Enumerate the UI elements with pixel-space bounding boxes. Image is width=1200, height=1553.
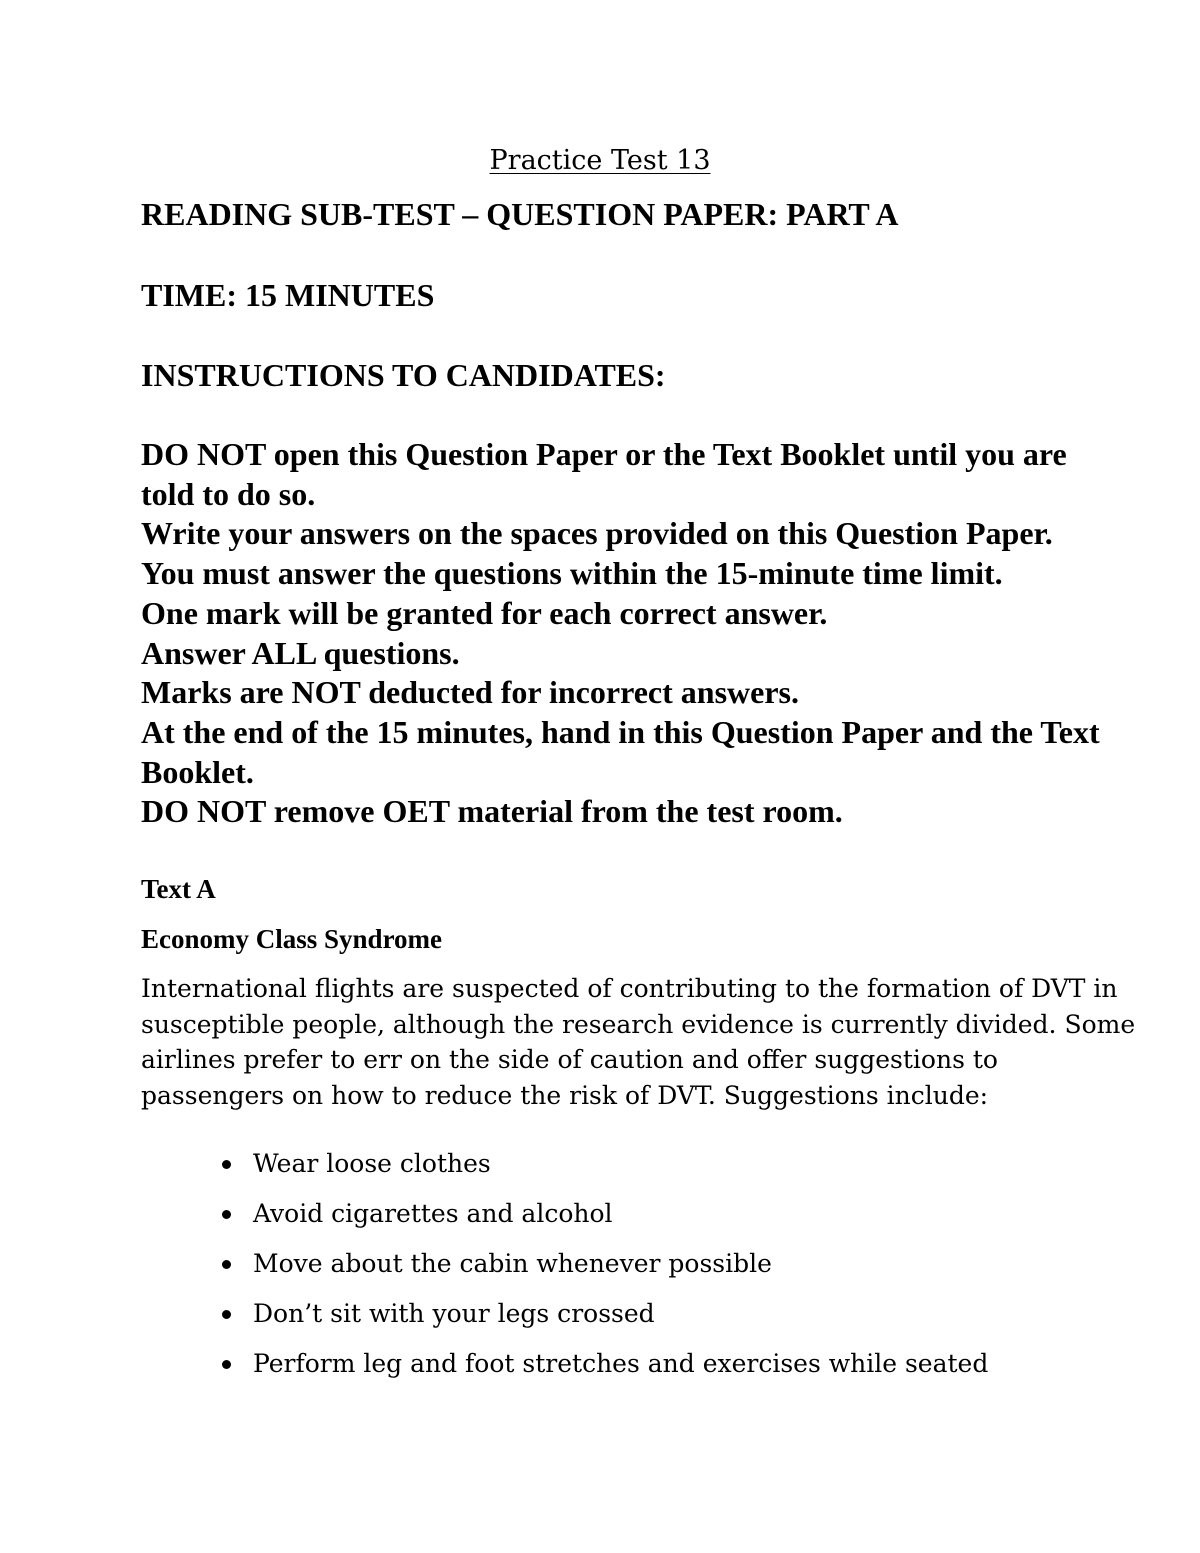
- paragraph-line: passengers on how to reduce the risk of DVT. Suggestions include:: [141, 1080, 989, 1110]
- instruction-item: [141, 554, 1101, 594]
- instruction-text: Marks are NOT deducted for incorrect answers.: [141, 674, 799, 711]
- suggestion-text: Perform leg and foot stretches and exercises while seated: [253, 1349, 989, 1378]
- instruction-text: Write your answers on the spaces provided on this Question Paper.: [141, 515, 1053, 552]
- suggestion-item: [222, 1296, 988, 1332]
- suggestion-text: Avoid cigarettes and alcohol: [253, 1199, 613, 1228]
- bullet-icon: [222, 1160, 231, 1169]
- instruction-item: [141, 594, 1101, 634]
- instruction-item: [141, 634, 1101, 674]
- text-label: Text A: [141, 874, 216, 904]
- suggestion-item: [222, 1196, 988, 1232]
- instruction-text: DO NOT remove OET material from the test room.: [141, 793, 843, 830]
- suggestion-text: Don’t sit with your legs crossed: [253, 1299, 655, 1328]
- test-heading: READING SUB-TEST – QUESTION PAPER: PART A: [141, 196, 899, 232]
- instruction-text: Answer ALL questions.: [141, 634, 460, 671]
- bullet-icon: [222, 1360, 231, 1369]
- section-title: Economy Class Syndrome: [141, 924, 443, 954]
- instruction-text: One mark will be granted for each correct answer.: [141, 594, 828, 631]
- suggestions-list: [222, 1146, 988, 1396]
- instruction-text: DO NOT open this Question Paper or the Text Booklet until you are told to do so.: [141, 436, 1067, 512]
- paragraph-line: susceptible people, although the research evidence is currently divided. Some: [141, 1009, 1136, 1039]
- page-title: Practice Test 13: [489, 145, 711, 176]
- bullet-icon: [222, 1310, 231, 1319]
- instruction-text: You must answer the questions within the 15-minute time limit.: [141, 555, 1003, 592]
- suggestion-item: [222, 1246, 988, 1282]
- bullet-icon: [222, 1210, 231, 1219]
- instruction-text: At the end of the 15 minutes, hand in this Question Paper and the Text Booklet.: [141, 713, 1100, 790]
- instruction-item: [141, 713, 1101, 792]
- time-limit: TIME: 15 MINUTES: [141, 277, 435, 313]
- intro-paragraph: [141, 971, 1136, 1113]
- instructions-list: [141, 435, 1101, 832]
- instruction-item: [141, 673, 1101, 713]
- instruction-item: [141, 435, 1101, 514]
- instructions-heading: INSTRUCTIONS TO CANDIDATES:: [141, 357, 666, 393]
- paragraph-line: airlines prefer to err on the side of caution and offer suggestions to: [141, 1045, 998, 1074]
- suggestion-text: Wear loose clothes: [253, 1149, 491, 1178]
- paragraph-line: International flights are suspected of contributing to the formation of DVT in: [141, 974, 1118, 1003]
- bullet-icon: [222, 1260, 231, 1269]
- instruction-item: [141, 792, 1101, 832]
- suggestion-item: [222, 1146, 988, 1182]
- suggestion-item: [222, 1346, 988, 1382]
- suggestion-text: Move about the cabin whenever possible: [253, 1249, 772, 1278]
- instruction-item: [141, 514, 1101, 554]
